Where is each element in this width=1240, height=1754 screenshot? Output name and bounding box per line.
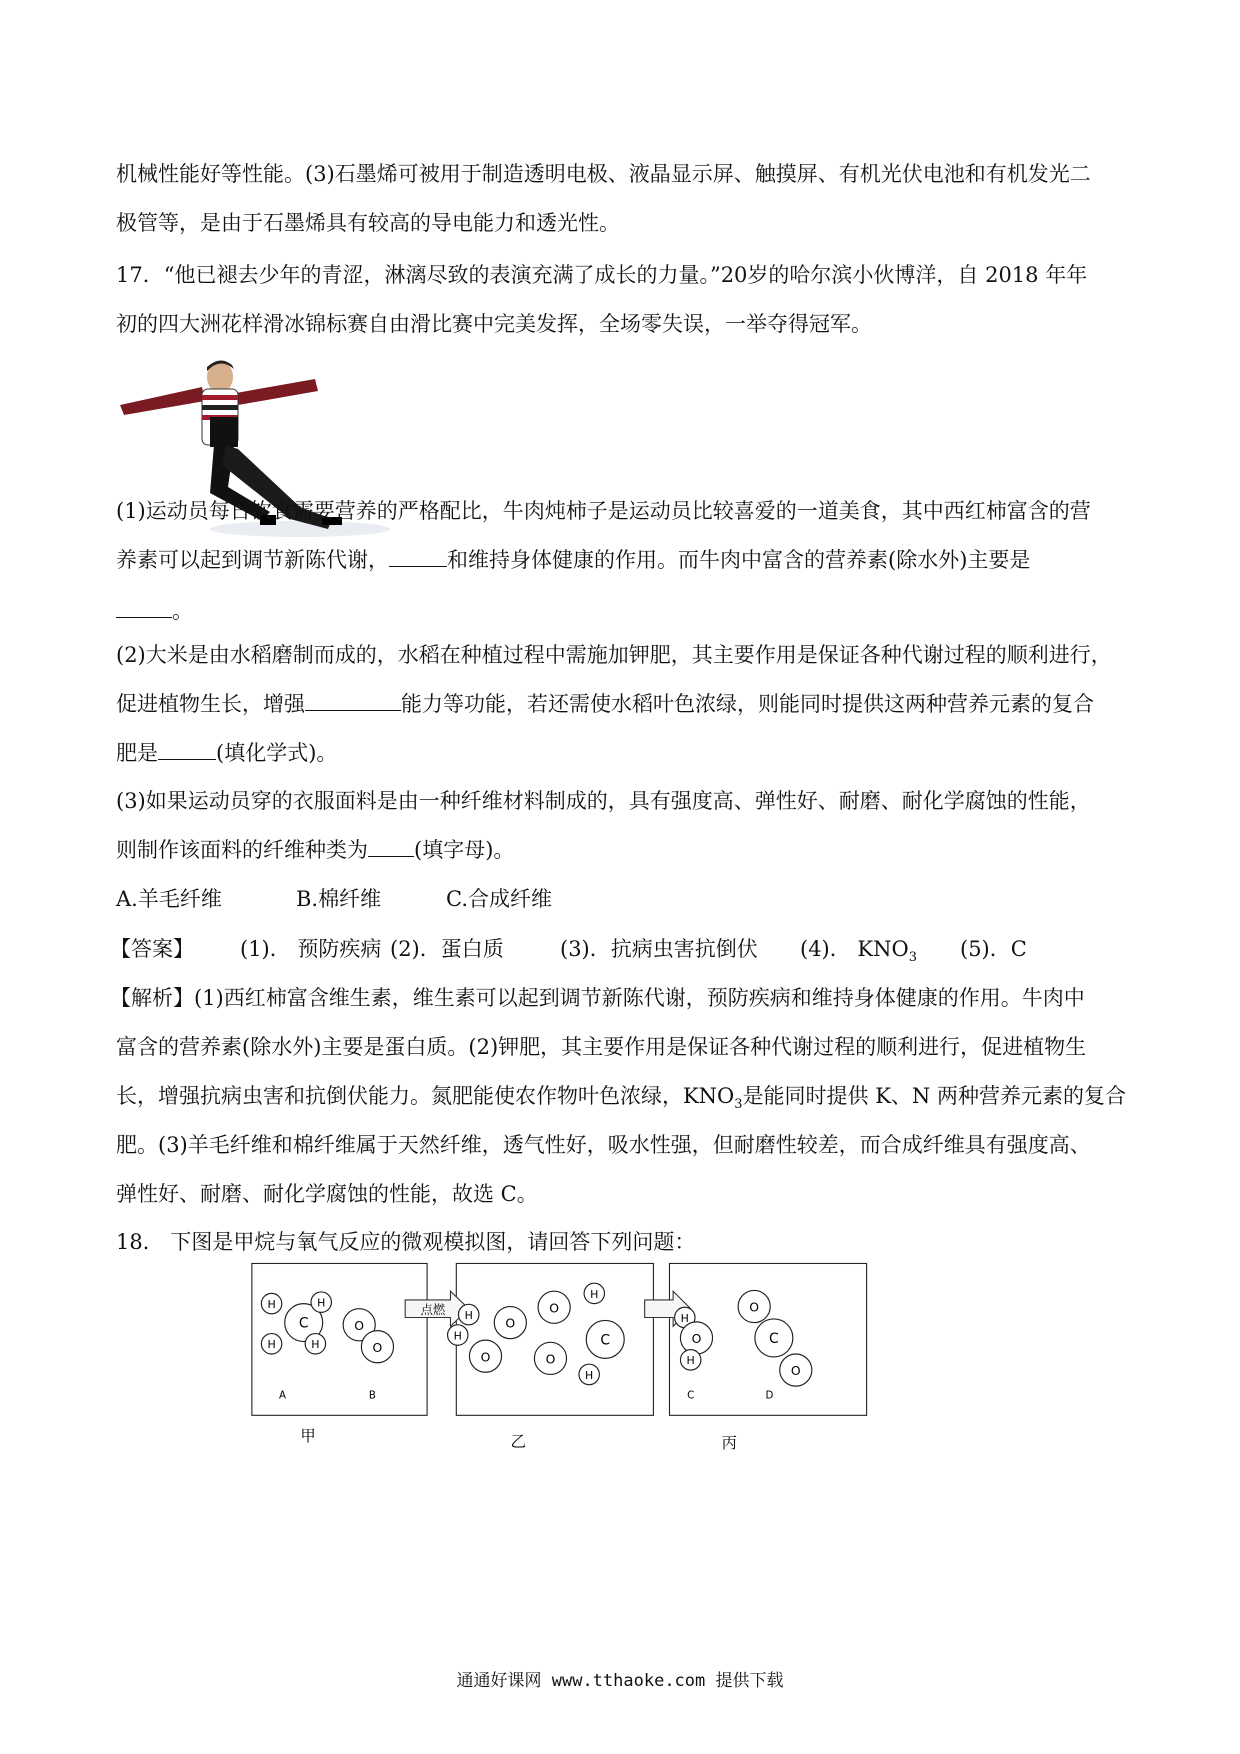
q17-options xyxy=(116,886,552,912)
atom-o: O xyxy=(749,1299,760,1315)
molecule-h2o xyxy=(675,1307,713,1370)
atom-o: O xyxy=(372,1339,383,1355)
atom-o: O xyxy=(790,1363,801,1379)
answer-blank-4[interactable] xyxy=(158,741,216,760)
analysis-text-1: (1)西红柿富含维生素，维生素可以起到调节新陈代谢，预防疾病和维持身体健康的作用。牛肉中 xyxy=(194,986,1085,1010)
analysis-subscript: 3 xyxy=(734,1097,743,1113)
atom-h: H xyxy=(680,1311,689,1325)
atom-h: H xyxy=(453,1329,462,1343)
atom-o: O xyxy=(691,1331,702,1347)
molecule-o2 xyxy=(343,1309,393,1363)
q17-answer xyxy=(110,936,1027,971)
page-footer: 通通好课网 www.tthaoke.com 提供下载 xyxy=(456,1671,784,1691)
analysis-label: 【解析】 xyxy=(110,986,194,1010)
q17-part1-text-b: 和维持身体健康的作用。而牛肉中富含的营养素(除水外)主要是 xyxy=(447,548,1031,572)
q18-intro: 18． 下图是甲烷与氧气反应的微观模拟图，请回答下列问题： xyxy=(116,1230,696,1254)
q17-part2-text-a: 促进植物生长，增强 xyxy=(116,692,305,716)
atom-h: H xyxy=(267,1338,276,1352)
q17-intro-line-1: 17．“他已褪去少年的青涩，淋漓尽致的表演充满了成长的力量。”20岁的哈尔滨小伙博洋，自 2018 年年 xyxy=(116,263,1088,287)
atom-c: C xyxy=(769,1331,779,1348)
q17-part1-line-1: (1)运动员每日饮食需要营养的严格配比，牛肉炖柿子是运动员比较喜爱的一道美食，其中西红柿富含的营 xyxy=(116,499,1091,523)
answer-1: (1)． 预防疾病 xyxy=(240,937,382,961)
q17-part3-line-2 xyxy=(116,837,514,863)
q17-part1-line-2 xyxy=(116,547,1030,573)
atom-h: H xyxy=(464,1308,473,1322)
label-b: B xyxy=(368,1390,376,1402)
atom-o: O xyxy=(354,1317,365,1333)
q17-part2-text-c: 肥是 xyxy=(116,741,158,765)
box-label-yi: 乙 xyxy=(510,1432,527,1451)
box-label-jia: 甲 xyxy=(300,1426,316,1445)
q17-part1-line-3 xyxy=(116,598,193,624)
q17-analysis-line-1 xyxy=(110,985,1085,1011)
reaction-diagram xyxy=(110,1262,1145,1592)
label-d: D xyxy=(765,1390,774,1402)
q17-part3-line-1: (3)如果运动员穿的衣服面料是由一种纤维材料制成的，具有强度高、弹性好、耐磨、耐化学腐蚀的性能， xyxy=(116,789,1091,813)
atom-o: O xyxy=(505,1315,516,1331)
atom-o: O xyxy=(545,1351,556,1367)
atom-h: H xyxy=(317,1296,326,1310)
atom-c: C xyxy=(298,1315,309,1332)
para-prev-line-1: 机械性能好等性能。(3)石墨烯可被用于制造透明电极、液晶显示屏、触摸屏、有机光伏电池和有机发光二 xyxy=(116,162,1091,186)
q17-intro-line-2: 初的四大洲花样滑冰锦标赛自由滑比赛中完美发挥，全场零失误，一举夺得冠军。 xyxy=(116,312,872,336)
answer-4 xyxy=(800,936,960,971)
option-b[interactable]: B.棉纤维 xyxy=(296,887,382,911)
box-label-bing: 丙 xyxy=(721,1434,738,1453)
q17-analysis-line-3 xyxy=(116,1083,1126,1118)
q17-analysis-line-2: 富含的营养素(除水外)主要是蛋白质。(2)钾肥，其主要作用是保证各种代谢过程的顺利进行，促进植物生 xyxy=(116,1035,1087,1059)
q17-part2-text-d: (填化学式)。 xyxy=(216,741,338,765)
atom-c: C xyxy=(600,1332,611,1349)
label-c: C xyxy=(687,1390,695,1402)
analysis-text-3a: 长，增强抗病虫害和抗倒伏能力。氮肥能使农作物叶色浓绿，KNO xyxy=(116,1084,735,1108)
q17-part1-text-a: 养素可以起到调节新陈代谢， xyxy=(116,548,389,572)
answer-blank-2[interactable] xyxy=(116,599,172,618)
separated-atoms xyxy=(448,1283,625,1384)
answer-4-subscript: 3 xyxy=(908,950,917,966)
q17-part3-text-a: 则制作该面料的纤维种类为 xyxy=(116,838,368,862)
answer-2: (2)．蛋白质 xyxy=(390,937,504,961)
atom-h: H xyxy=(585,1368,594,1382)
q17-analysis-line-4: 肥。(3)羊毛纤维和棉纤维属于天然纤维，透气性好，吸水性强，但耐磨性较差，而合成纤维具有强度高、 xyxy=(116,1133,1091,1157)
q17-analysis-line-5: 弹性好、耐磨、耐化学腐蚀的性能，故选 C。 xyxy=(116,1182,538,1206)
q17-part2-line-3 xyxy=(116,740,337,766)
analysis-text-3b: 是能同时提供 K、N 两种营养元素的复合 xyxy=(742,1084,1126,1108)
molecule-co2 xyxy=(738,1290,812,1386)
q17-part1-text-c: 。 xyxy=(172,599,193,623)
q17-part2-line-2 xyxy=(116,691,1094,717)
answer-3: (3)．抗病虫害抗倒伏 xyxy=(560,937,758,961)
q17-part3-text-b: (填字母)。 xyxy=(414,838,515,862)
option-a[interactable]: A.羊毛纤维 xyxy=(116,887,222,911)
para-prev-line-2: 极管等，是由于石墨烯具有较高的导电能力和透光性。 xyxy=(116,211,620,235)
atom-o: O xyxy=(549,1300,560,1316)
atom-h: H xyxy=(267,1297,276,1311)
answer-blank-5[interactable] xyxy=(368,838,414,857)
answer-5: (5)．C xyxy=(960,937,1027,961)
atom-h: H xyxy=(311,1338,320,1352)
answer-label: 【答案】 xyxy=(110,937,194,961)
q17-part2-line-1: (2)大米是由水稻磨制而成的，水稻在种植过程中需施加钾肥，其主要作用是保证各种代谢过程的顺利进行， xyxy=(116,643,1112,667)
arrow-label: 点燃 xyxy=(420,1301,446,1317)
answer-blank-1[interactable] xyxy=(389,548,447,567)
answer-blank-3[interactable] xyxy=(305,692,401,711)
atom-h: H xyxy=(686,1354,695,1368)
ignition-arrow-icon xyxy=(405,1291,469,1326)
answer-4-text: (4)． KNO xyxy=(800,937,909,961)
atom-h: H xyxy=(590,1287,599,1301)
label-a: A xyxy=(279,1390,287,1402)
atom-o: O xyxy=(480,1349,491,1365)
molecule-ch4 xyxy=(261,1292,331,1354)
option-c[interactable]: C.合成纤维 xyxy=(446,887,552,911)
q17-part2-text-b: 能力等功能，若还需使水稻叶色浓绿，则能同时提供这两种营养元素的复合 xyxy=(401,692,1094,716)
